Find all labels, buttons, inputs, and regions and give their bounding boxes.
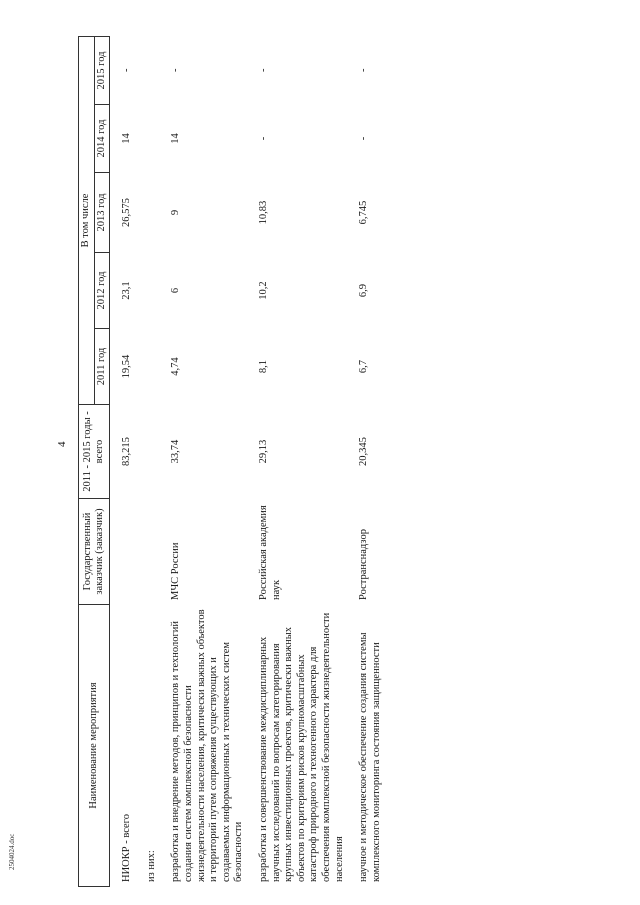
row-2014: 14 <box>121 133 133 144</box>
page-number: 4 <box>56 441 68 447</box>
table-row <box>145 36 160 886</box>
row-2012: 23,1 <box>121 281 133 300</box>
row-name: научное и методическое обеспечение создания системы комплексного мониторинга состояния защищенности <box>358 632 382 882</box>
row-customer: Ространснадзор <box>358 529 370 600</box>
row-customer: Российская академия наук <box>257 505 282 600</box>
table-row <box>169 36 247 886</box>
table-row <box>357 36 384 886</box>
row-name: НИОКР - всего <box>121 814 133 882</box>
row-customer: МЧС России <box>170 542 182 600</box>
row-2013: 10,83 <box>257 200 269 225</box>
row-2011: 6,7 <box>358 359 370 374</box>
row-name: разработка и совершенствование междисциплинарных научных исследований по вопросам категорирования крупных инвестиционных проектов, критически важных объектов по критериям рисков крупномасштабных катастроф природного и техногенного характера для обеспечения комплексной безопасности жизнедеятельности населения <box>257 612 345 882</box>
row-customer <box>145 499 160 605</box>
header-year: 2013 год <box>94 173 110 253</box>
row-2013 <box>145 173 160 253</box>
row-2015: - <box>358 68 370 72</box>
row-2013: 9 <box>170 209 182 216</box>
row-2012 <box>145 253 160 329</box>
header-group: В том числе <box>79 36 95 404</box>
header-year: 2014 год <box>94 105 110 173</box>
row-2011: 19,54 <box>121 354 133 379</box>
header-year: 2012 год <box>94 253 110 329</box>
row-2012: 6,9 <box>358 283 370 298</box>
row-customer <box>120 499 135 605</box>
row-2013: 6,745 <box>358 200 370 225</box>
row-2012: 10,2 <box>257 281 269 300</box>
header-year: 2015 год <box>94 36 110 104</box>
row-2014: - <box>358 136 370 141</box>
header-name: Наименование мероприятия <box>79 605 110 887</box>
row-name: разработка и внедрение методов, принципов и технологий создания систем комплексной безопасности жизнедеятельности населения, критически важных объектов и территорий путем сопряжения существующих и создаваемых информационных и технических систем безопасности <box>170 609 245 882</box>
row-2012: 6 <box>170 287 182 294</box>
rotated-table-container <box>78 37 588 887</box>
row-2014: 14 <box>170 133 182 144</box>
row-total: 33,74 <box>170 439 182 464</box>
row-total: 29,13 <box>257 439 269 464</box>
row-total: 20,345 <box>358 437 370 466</box>
row-2014: - <box>257 136 269 141</box>
row-2015: - <box>121 68 133 72</box>
row-2014 <box>145 105 160 173</box>
table-row <box>257 36 347 886</box>
row-2011 <box>145 329 160 405</box>
row-total: 83,215 <box>121 437 133 466</box>
row-2013: 26,575 <box>121 198 133 227</box>
header-customer: Государственный заказчик (заказчик) <box>79 499 110 605</box>
budget-table <box>78 36 384 887</box>
header-year: 2011 год <box>94 329 110 405</box>
header-row <box>79 36 95 886</box>
header-total: 2011 - 2015 годы - всего <box>79 405 110 499</box>
table-row <box>120 36 135 886</box>
row-total <box>145 405 160 499</box>
row-2011: 8,1 <box>257 359 269 374</box>
row-2011: 4,74 <box>170 357 182 376</box>
row-2015 <box>145 36 160 104</box>
document-filename: 2504024.doc <box>8 833 16 870</box>
row-2015: - <box>170 68 182 72</box>
row-name: из них: <box>145 850 157 882</box>
row-2015: - <box>257 68 269 72</box>
